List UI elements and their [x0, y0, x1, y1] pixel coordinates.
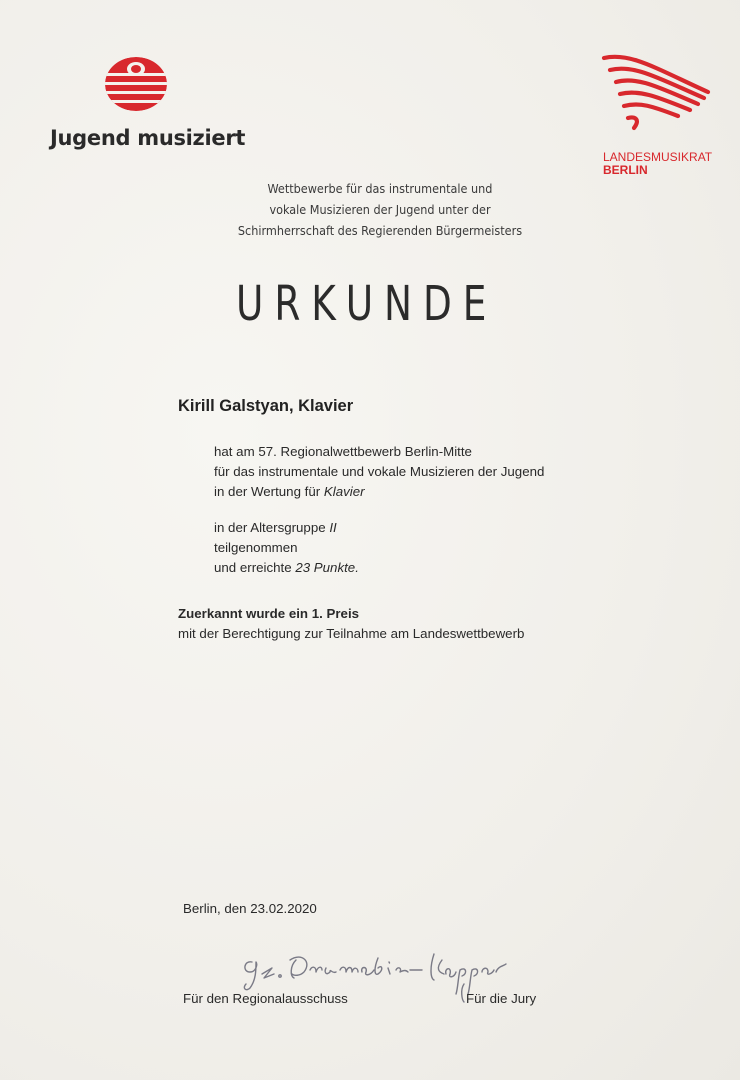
competition-subtitle	[0, 178, 740, 241]
score-value: 23 Punkte.	[295, 560, 359, 575]
subtitle-line: Wettbewerbe für das instrumentale und	[267, 181, 493, 196]
participation-line: hat am 57. Regionalwettbewerb Berlin-Mitte	[214, 444, 472, 459]
jugend-musiziert-wordmark: Jugend musiziert	[50, 126, 246, 150]
age-group-line	[214, 518, 359, 538]
subtitle-line: Schirmherrschaft des Regierenden Bürgermeisters	[237, 223, 523, 238]
regional-committee-label: Für den Regionalausschuss	[183, 991, 348, 1006]
participation-line	[214, 482, 544, 502]
award-title: Zuerkannt wurde ein 1. Preis	[178, 606, 360, 621]
award-qualification: mit der Berechtigung zur Teilnahme am Landeswettbewerb	[178, 626, 525, 641]
subtitle-line: vokale Musizieren der Jugend unter der	[269, 202, 491, 217]
landesmusikrat-wordmark	[603, 151, 712, 177]
participated-line: teilgenommen	[214, 540, 298, 555]
score-prefix: und erreichte	[214, 560, 296, 575]
document-title: URKUNDE	[236, 276, 498, 332]
award-text	[178, 604, 524, 644]
jury-label: Für die Jury	[466, 991, 537, 1006]
landesmusikrat-label: LANDESMUSIKRAT	[603, 150, 713, 164]
recipient-name: Kirill Galstyan, Klavier	[178, 397, 354, 415]
berlin-label: BERLIN	[603, 163, 648, 177]
result-text	[214, 518, 359, 578]
jugend-musiziert-emblem-icon	[104, 56, 168, 112]
category-value: Klavier	[323, 484, 365, 499]
participation-line: für das instrumentale und vokale Musizieren der Jugend	[214, 464, 545, 479]
age-group-prefix: in der Altersgruppe	[214, 520, 330, 535]
place-date: Berlin, den 23.02.2020	[183, 901, 317, 916]
category-prefix: in der Wertung für	[214, 484, 324, 499]
score-line	[214, 558, 359, 578]
participation-text	[214, 442, 544, 502]
age-group-value: II	[329, 520, 337, 535]
flag-waves-icon	[600, 54, 712, 134]
